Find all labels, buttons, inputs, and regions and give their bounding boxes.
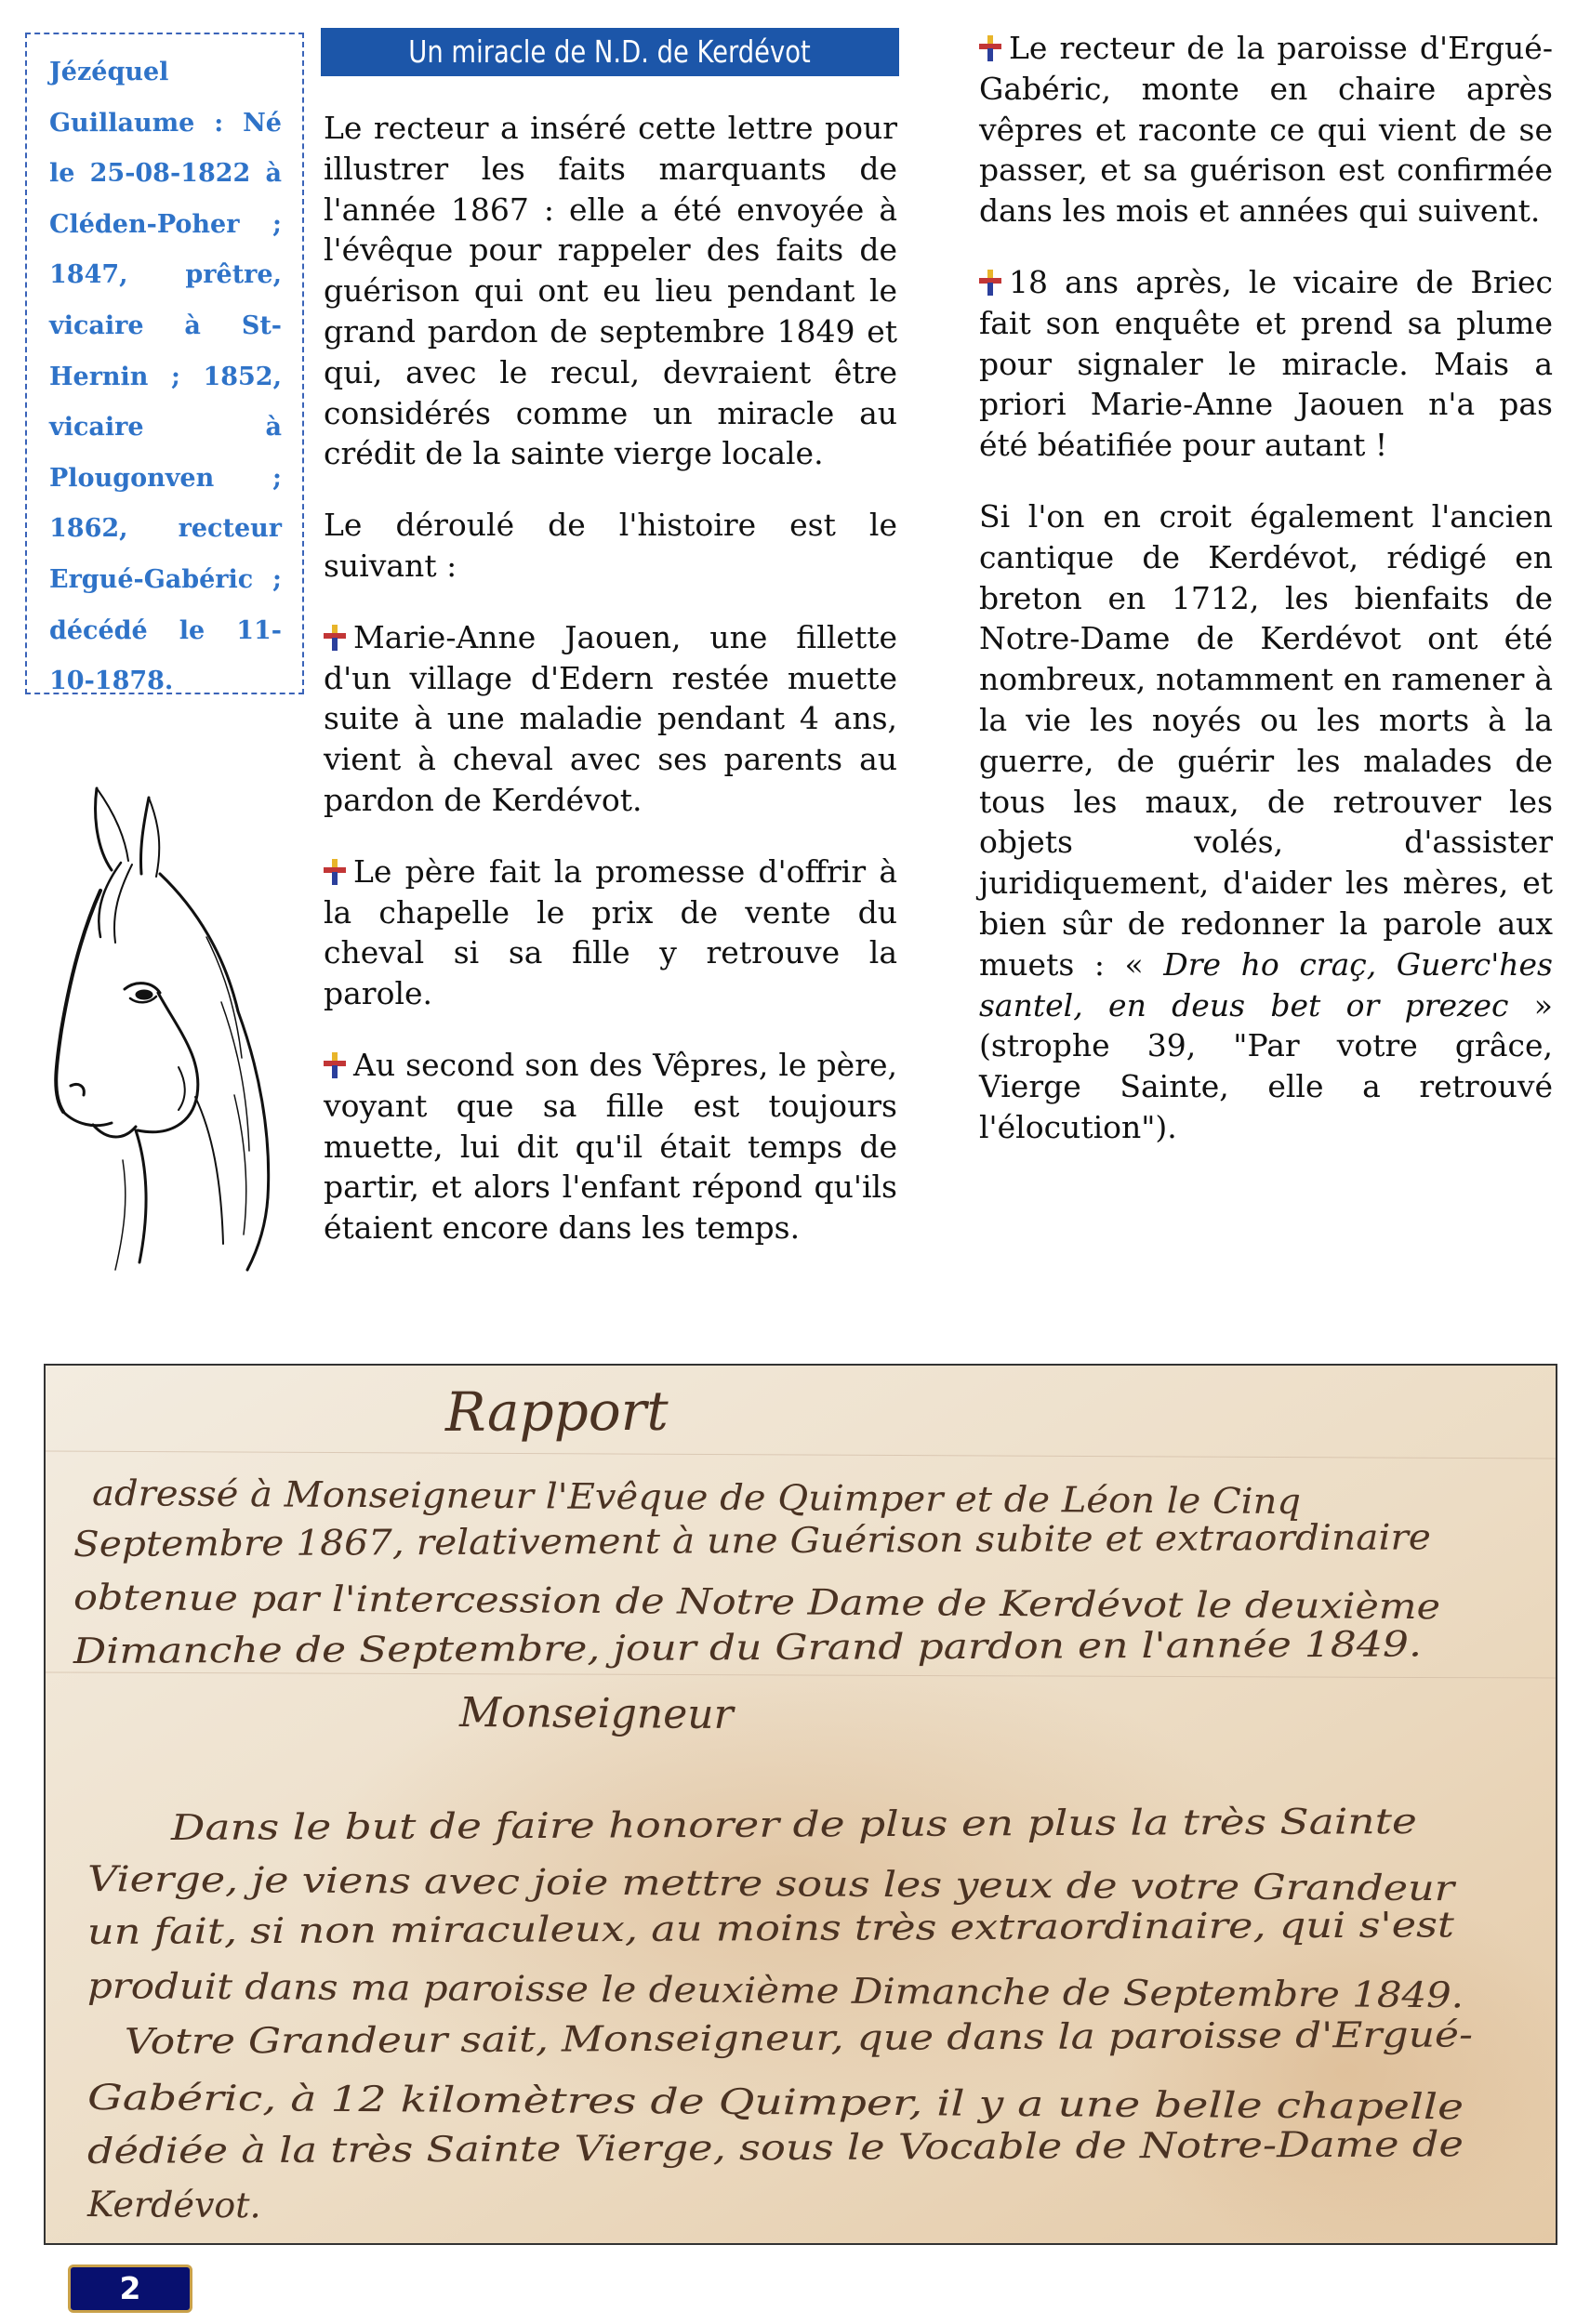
paragraph-intro: Le recteur a inséré cette lettre pour illustrer les faits marquants de l'année 1867 : elle a été envoyée à l'évêque pour rappeler des faits de guérison qui ont eu lieu pendant le grand pardon de septembre 1849 et qui, avec le recul, devraient être considérés comme un miracle au crédit de la sainte vierge locale. xyxy=(324,110,897,472)
bullet-text: Le père fait la promesse d'offrir à la chapelle le prix de vente du cheval si sa fille y retrouve la parole. xyxy=(324,852,897,1012)
article-title xyxy=(321,28,899,76)
manuscript-line: Dimanche de Septembre, jour du Grand pardon en l'année 1849. xyxy=(73,1624,1238,1671)
cross-bullet-icon xyxy=(979,270,1001,296)
paragraph-story-intro: Le déroulé de l'histoire est le suivant : xyxy=(324,507,897,584)
paragraph-cantique xyxy=(979,496,1553,1148)
breton-quote: Dre ho craç, Guerc'hes santel, en deus bet or prezec xyxy=(979,945,1553,1023)
cross-bullet-icon xyxy=(324,625,346,651)
bullet-paragraph xyxy=(979,262,1553,466)
page-number-badge xyxy=(68,2265,192,2313)
manuscript-line: Vierge, je viens avec joie mettre sous les yeux de votre Grandeur xyxy=(86,1858,1255,1908)
manuscript-line: un fait, si non miraculeux, au moins très extraordinaire, qui s'est xyxy=(86,1905,1252,1952)
cantique-text: Si l'on en croit également l'ancien cantique de Kerdévot, rédigé en breton en 1712, les bienfaits de Notre-Dame de Kerdévot ont été nombreux, notamment en ramener à la vie les noyés ou les morts à la guerre, de guérir les malades de tous les maux, de retrouver les objets volés, d'assister juridiquement, d'aider les mères, et bien sûr de redonner la parole aux muets : « xyxy=(979,497,1553,983)
manuscript-line: Septembre 1867, relativement à une Guérison subite et extraordinaire xyxy=(73,1516,1343,1565)
bullet-paragraph xyxy=(979,28,1553,231)
bullet-text: Le recteur de la paroisse d'Ergué-Gabéric, monte en chaire après vêpres et raconte ce qui vient de se passer, et sa guérison est confirmée dans les mois et années qui suivent. xyxy=(979,30,1553,230)
manuscript-line: Votre Grandeur sait, Monseigneur, que dans la paroisse d'Ergué- xyxy=(124,2014,1289,2062)
biography-text: Jézéquel Guillaume : Né le 25-08-1822 à Cléden-Poher ; 1847, prêtre, vicaire à St-Hernin ; 1852, vicaire à Plougonven ; 1862, recteur Ergué-Gabéric ; décédé le 11-10-1878. xyxy=(49,58,282,696)
cross-bullet-icon xyxy=(324,859,346,885)
manuscript-line: Kerdévot. xyxy=(86,2184,261,2226)
text-column-left xyxy=(324,108,897,1279)
manuscript-line: Monseigneur xyxy=(458,1689,734,1739)
bullet-paragraph xyxy=(324,852,897,1014)
manuscript-line: produit dans ma paroisse le deuxième Dimanche de Septembre 1849. xyxy=(86,1965,1337,2015)
cantique-text-end: » (strophe 39, "Par votre grâce, Vierge Sainte, elle a retrouvé l'élocution"). xyxy=(979,986,1553,1145)
cross-bullet-icon xyxy=(979,35,1001,61)
text-column-right xyxy=(979,28,1553,1179)
bullet-text: Au second son des Vêpres, le père, voyant que sa fille est toujours muette, lui dit qu'il était temps de partir, et alors l'enfant répond qu'ils étaient encore dans les temps. xyxy=(324,1046,897,1247)
manuscript-line: Dans le but de faire honorer de plus en plus la très Sainte xyxy=(170,1802,1212,1848)
bullet-text: Marie-Anne Jaouen, une fillette d'un village d'Edern restée muette suite à une maladie pendant 4 ans, vient à cheval avec ses parents au pardon de Kerdévot. xyxy=(324,618,897,818)
manuscript-letter-image xyxy=(44,1364,1557,2245)
horse-head-sketch xyxy=(39,760,290,1281)
manuscript-line: Rapport xyxy=(444,1379,669,1444)
manuscript-line: Gabéric, à 12 kilomètres de Quimper, il y a une belle chapelle xyxy=(86,2077,1195,2126)
manuscript-line: dédiée à la très Sainte Vierge, sous le Vocable de Notre-Dame de xyxy=(86,2124,1256,2172)
bullet-text: 18 ans après, le vicaire de Briec fait son enquête et prend sa plume pour signaler le miracle. Mais a priori Marie-Anne Jaouen n'a pas été béatifiée pour autant ! xyxy=(979,263,1553,464)
biography-note xyxy=(25,33,304,694)
article-title-text: Un miracle de N.D. de Kerdévot xyxy=(408,33,812,70)
bullet-paragraph xyxy=(324,1045,897,1248)
bullet-paragraph xyxy=(324,617,897,821)
cross-bullet-icon xyxy=(324,1052,346,1078)
manuscript-line: adressé à Monseigneur l'Evêque de Quimper et de Léon le Cinq xyxy=(91,1472,1239,1522)
page-number: 2 xyxy=(119,2270,141,2306)
manuscript-line: obtenue par l'intercession de Notre Dame de Kerdévot le deuxième xyxy=(73,1577,1283,1627)
